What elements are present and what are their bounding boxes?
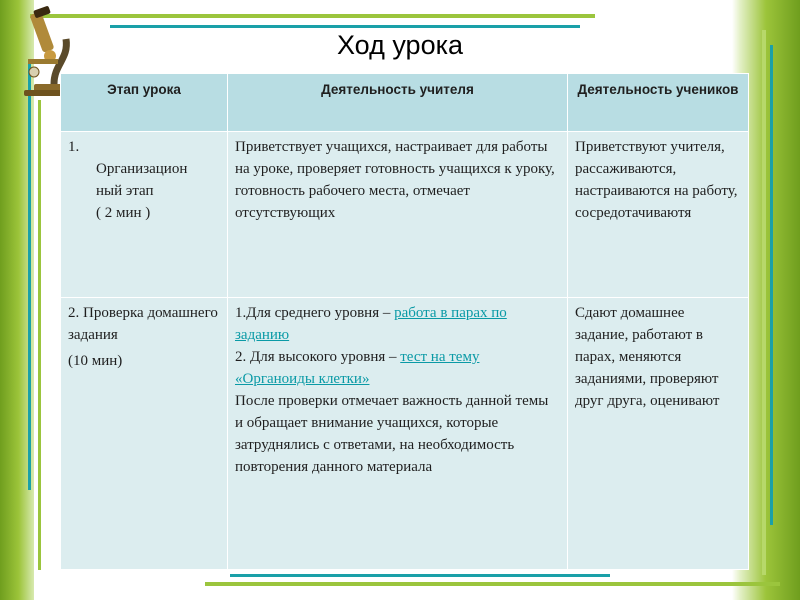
stage-name: Организацион [96, 161, 188, 177]
decor-line [38, 100, 41, 570]
stage-name: 2. Проверка домашнего задания [68, 305, 218, 343]
teacher-activity: Приветствует учащихся, настраивает для работы на уроке, проверяет готовность учащихся к уроку, готовность рабочего места, отмечает отсутствующих [228, 132, 568, 298]
decor-line [110, 25, 580, 28]
header-teacher: Деятельность учителя [228, 74, 568, 132]
lesson-table [60, 73, 749, 570]
decor-line [762, 30, 766, 575]
task-text: 1.Для среднего уровня – [235, 305, 395, 321]
decor-line [770, 45, 773, 525]
student-activity: Приветствуют учителя, рассаживаются, настраиваются на работу, сосредотачиваютя [568, 132, 749, 298]
teacher-note: После проверки отмечает важность данной темы и обращает внимание учащихся, которые затруднялись с ответами, на необходимость повторения данного материала [235, 393, 549, 475]
stage-number: 1. [68, 139, 80, 155]
test-link[interactable]: тест на тему «Органоиды клетки» [235, 349, 480, 387]
page-title: Ход урока [336, 30, 464, 60]
task-text: 2. Для высокого уровня – [235, 349, 401, 365]
decor-line [28, 60, 31, 490]
decor-line [205, 582, 780, 586]
stage-name: ный этап [96, 183, 154, 199]
table-row [61, 132, 749, 298]
teacher-task-2 [235, 346, 560, 390]
teacher-activity [228, 298, 568, 570]
stage-cell [61, 298, 228, 570]
header-stage: Этап урока [61, 74, 228, 132]
stage-cell [61, 132, 228, 298]
teacher-task-1 [235, 302, 560, 346]
header-students: Деятельность учеников [568, 74, 749, 132]
stage-time: ( 2 мин ) [96, 205, 151, 221]
pair-work-link[interactable]: работа в парах по заданию [235, 305, 507, 343]
decor-line [230, 574, 610, 577]
student-activity: Сдают домашнее задание, работают в парах, меняются заданиями, проверяют друг друга, оценивают [568, 298, 749, 570]
stage-time: (10 мин) [68, 353, 123, 369]
table-row [61, 298, 749, 570]
decor-line [30, 14, 595, 18]
